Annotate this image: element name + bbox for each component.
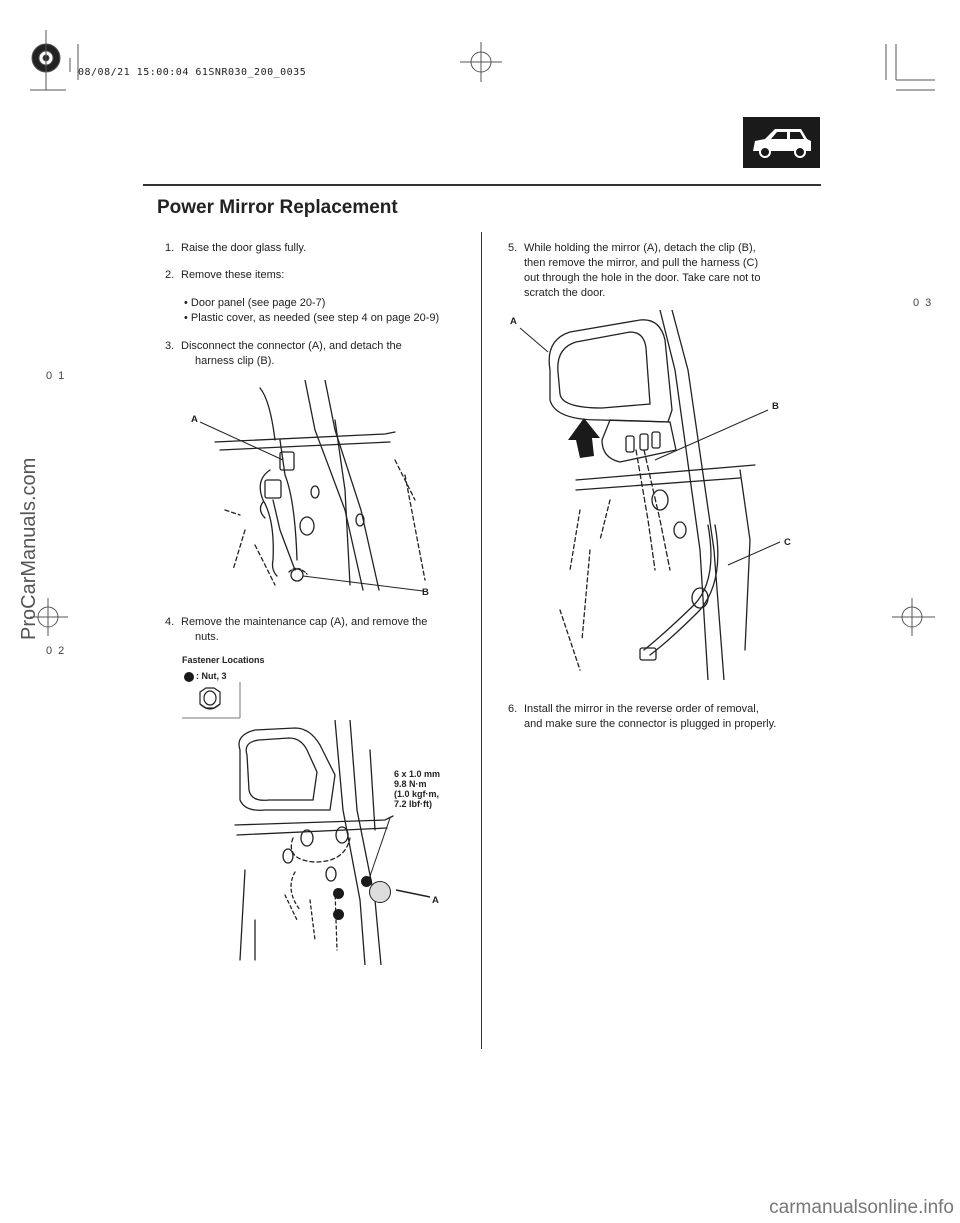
torque-spec-line: 9.8 N·m	[394, 779, 427, 789]
step-5	[508, 241, 760, 301]
step-text: Remove these items:	[181, 269, 285, 281]
nut-marker	[333, 909, 344, 920]
torque-spec-line: 7.2 lbf·ft)	[394, 799, 432, 809]
torque-spec-line: 6 x 1.0 mm	[394, 769, 441, 779]
margin-code-left-bottom: 02	[46, 645, 71, 657]
figure-label-c: C	[784, 537, 791, 548]
step-number: 6.	[508, 703, 518, 715]
nut-illustration	[182, 682, 242, 720]
column-divider	[481, 232, 482, 1049]
step-text-cont: then remove the mirror, and pull the harness (C)	[524, 257, 759, 269]
figure-label-a: A	[191, 414, 198, 425]
fastener-legend: : Nut, 3	[196, 671, 227, 681]
margin-code-left-top: 01	[46, 370, 71, 382]
step-text: Remove the maintenance cap (A), and remove the	[181, 616, 428, 628]
step-text-cont: nuts.	[195, 631, 219, 643]
nut-symbol-icon	[184, 672, 194, 682]
list-item: • Plastic cover, as needed (see step 4 on page 20-9)	[184, 312, 440, 324]
step-text: While holding the mirror (A), detach the clip (B),	[524, 242, 756, 254]
step-3	[165, 339, 402, 369]
step-1	[165, 241, 306, 256]
figure-label-a: A	[510, 316, 517, 327]
car-body-icon	[743, 117, 820, 168]
step-4	[165, 615, 427, 645]
step-number: 2.	[165, 269, 175, 281]
removal-items-list	[184, 296, 439, 326]
step-6	[508, 702, 776, 732]
fastener-locations-heading: Fastener Locations	[182, 655, 265, 665]
step-text-cont: out through the hole in the door. Take care not to	[524, 272, 761, 284]
step-number: 4.	[165, 616, 175, 628]
connector-harness-figure	[185, 380, 445, 600]
list-item-text: Door panel (see page 20-7)	[190, 297, 326, 309]
side-watermark: ProCarManuals.com	[18, 457, 40, 640]
step-number: 5.	[508, 242, 518, 254]
nut-marker	[333, 888, 344, 899]
figure-label-b: B	[422, 587, 429, 598]
step-text-cont: scratch the door.	[524, 287, 606, 299]
step-text: Disconnect the connector (A), and detach the	[181, 340, 402, 352]
torque-spec-line: (1.0 kgf·m,	[394, 789, 440, 799]
step-2	[165, 268, 284, 283]
step-text: Raise the door glass fully.	[181, 242, 307, 254]
list-item: • Door panel (see page 20-7)	[184, 297, 326, 309]
title-rule	[143, 184, 821, 186]
step-number: 3.	[165, 340, 175, 352]
figure-label-a: A	[432, 895, 439, 906]
list-item-text: Plastic cover, as needed (see step 4 on page 20-9)	[190, 312, 440, 324]
page-title: Power Mirror Replacement	[157, 197, 398, 218]
torque-spec	[394, 769, 440, 809]
print-stamp: 08/08/21 15:00:04 61SNR030_200_0035	[78, 67, 307, 78]
step-text-cont: harness clip (B).	[195, 355, 275, 367]
figure-label-b: B	[772, 401, 779, 412]
step-text: Install the mirror in the reverse order of removal,	[524, 703, 759, 715]
footer-watermark: carmanualsonline.info	[769, 1197, 954, 1218]
figure3-leaders	[500, 320, 800, 580]
margin-code-right-top: 03	[913, 297, 938, 309]
step-number: 1.	[165, 242, 175, 254]
step-text-cont: and make sure the connector is plugged in properly.	[524, 718, 777, 730]
